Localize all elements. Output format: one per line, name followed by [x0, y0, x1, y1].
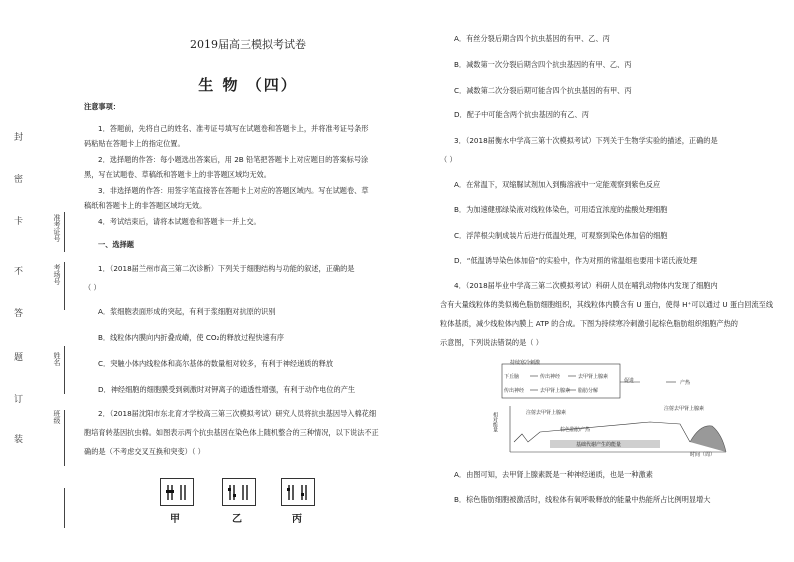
- q1-option-a: A．浆细胞表面形成的突起，有利于浆细胞对抗原的识别: [98, 307, 276, 316]
- q1-stem: （ ）: [84, 283, 101, 292]
- q1-option-d: D．神经细胞的细胞膜受到刺激时对钾离子的通透性增强，有利于动作电位的产生: [98, 385, 356, 394]
- figure-label-jia: 甲: [170, 514, 180, 525]
- diagram-annotation: 注射去甲肾上腺素: [526, 410, 567, 416]
- notice-line: 码粘贴在答题卡上的指定位置。: [84, 139, 185, 148]
- q3-stem: （ ）: [440, 155, 457, 164]
- q2-stem: 2．（2018届沈阳市东北育才学校高三第三次模拟考试）研究人员将抗虫基因导入棉花细: [98, 409, 377, 418]
- diagram-x-label: 时间（周）: [690, 452, 716, 458]
- q2-stem: 胞培育转基因抗虫棉。如图表示两个抗虫基因在染色体上随机整合的三种情况，以下说法不正: [84, 428, 379, 437]
- diagram-node: 产热: [680, 380, 691, 386]
- margin-line: [64, 488, 65, 528]
- section-heading: 一、选择题: [98, 240, 134, 249]
- q1-stem: 1．（2018届兰州市高三第二次诊断）下列关于细胞结构与功能的叙述，正确的是: [98, 264, 355, 273]
- diagram-y-label: 相对能量: [492, 412, 498, 432]
- notice-line: 2．选择题的作答：每小题选出答案后，用 2B 铅笔把答题卡上对应题目的答案标号涂: [98, 155, 369, 164]
- diagram-band-label: 基础代谢产生的能量: [576, 442, 622, 448]
- diagram-node: 促进: [624, 378, 635, 384]
- margin-char: 题: [14, 353, 24, 363]
- subject-title: 生 物 （四）: [198, 76, 298, 94]
- q3-option-c: C．浮萍根尖制成装片后进行低温处理，可观察到染色体加倍的细胞: [454, 231, 668, 240]
- margin-char: 不: [14, 267, 24, 277]
- chromosome-figure-jia: [160, 478, 194, 506]
- diagram-node: 传出神经: [540, 374, 561, 380]
- q2-stem: 确的是（不考虑交叉互换和突变）（ ）: [84, 447, 205, 456]
- q4-stem: 4．（2018届毕业中学高三第二次模拟考试）科研人员在哺乳动物体内发现了细胞内: [454, 281, 718, 290]
- q3-option-b: B．为加速健那绿染液对线粒体染色，可用适宜浓度的盐酸处理细胞: [454, 205, 668, 214]
- q3-option-d: D．“低温诱导染色体加倍”的实验中，作为对照的常温组也要用卡诺氏液处理: [454, 256, 697, 265]
- q2-option-a: A．有丝分裂后期含四个抗虫基因的有甲、乙、丙: [454, 34, 610, 43]
- margin-line: [64, 212, 65, 252]
- diagram-annotation: 注射去甲肾上腺素: [664, 406, 705, 412]
- q4-stem: 含有大量线粒体的类似褐色脂肪细胞组织，其线粒体内膜含有 U 蛋白，使得 H⁺可以通过 U 蛋白回流至线: [440, 300, 774, 309]
- notice-line: 黑，写在试题卷、草稿纸和答题卡上的非答题区域均无效。: [84, 170, 271, 179]
- margin-char: 装: [14, 435, 24, 445]
- diagram-label: 持续寒冷刺激: [510, 360, 541, 366]
- q4-option-b: B．棕色脂肪细胞被激活时，线粒体有氧呼吸释放的能量中热能所占比例明显增大: [454, 495, 711, 504]
- notice-line: 稿纸和答题卡上的非答题区域均无效。: [84, 201, 207, 210]
- margin-char: 密: [14, 175, 24, 185]
- diagram-node: 去甲肾上腺素: [540, 388, 571, 394]
- q2-option-c: C．减数第二次分裂后期可能含四个抗虫基因的有甲、丙: [454, 86, 632, 95]
- notice-line: 3．非选择题的作答：用签字笔直接答在答题卡上对应的答题区域内。写在试题卷、草: [98, 186, 369, 195]
- margin-line: [64, 346, 65, 394]
- q2-option-b: B．减数第一次分裂后期含四个抗虫基因的有甲、乙、丙: [454, 60, 632, 69]
- figure-label-bing: 丙: [292, 514, 302, 525]
- diagram-node: 脂肪分解: [578, 388, 599, 394]
- q4-stem: 示意图，下列说法错误的是（ ）: [440, 338, 543, 347]
- margin-line: [64, 410, 65, 466]
- thermogenesis-diagram: [490, 362, 730, 457]
- diagram-node: 下丘脑: [504, 374, 520, 380]
- q4-option-a: A．由图可知，去甲肾上腺素既是一种神经递质，也是一种激素: [454, 470, 653, 479]
- diagram-band-label: 棕色脂肪产热: [560, 427, 591, 433]
- margin-char: 答: [14, 309, 24, 319]
- margin-char: 卡: [14, 217, 24, 227]
- figure-label-yi: 乙: [232, 514, 242, 525]
- margin-label: 班级: [53, 410, 61, 424]
- q1-option-c: C．突触小体内线粒体和高尔基体的数量相对较多，有利于神经递质的释放: [98, 359, 334, 368]
- notice-heading: 注意事项：: [84, 102, 120, 111]
- margin-label: 考场号: [53, 264, 61, 285]
- notice-line: 1．答题前，先将自己的姓名、准考证号填写在试题卷和答题卡上，并将准考证号条形: [98, 124, 369, 133]
- chromosome-figure-yi: [222, 478, 256, 506]
- q1-option-b: B．线粒体内膜向内折叠成嵴，使 CO₂的释放过程快速有序: [98, 333, 285, 342]
- q3-stem: 3．（2018届衡水中学高三第十次模拟考试）下列关于生物学实验的描述，正确的是: [454, 136, 718, 145]
- chromosome-figure-bing: [281, 478, 315, 506]
- margin-char: 订: [14, 395, 24, 405]
- margin-char: 封: [14, 133, 24, 143]
- margin-label: 姓名: [53, 352, 61, 366]
- diagram-node: 传出神经: [504, 388, 525, 394]
- exam-title: 2019届高三模拟考试卷: [190, 38, 306, 51]
- margin-line: [64, 262, 65, 310]
- diagram-node: 去甲肾上腺素: [578, 374, 609, 380]
- q3-option-a: A．在常温下，双缩脲试剂加入到酶溶液中一定能观察到紫色反应: [454, 180, 661, 189]
- notice-line: 4．考试结束后，请将本试题卷和答题卡一并上交。: [98, 217, 261, 226]
- q2-option-d: D．配子中可能含两个抗虫基因的有乙、丙: [454, 110, 589, 119]
- margin-label: 准考证号: [53, 214, 61, 242]
- q4-stem: 粒体基质，减少线粒体内膜上 ATP 的合成。下图为持续寒冷刺激引起棕色脂肪组织细胞产热的: [440, 319, 738, 328]
